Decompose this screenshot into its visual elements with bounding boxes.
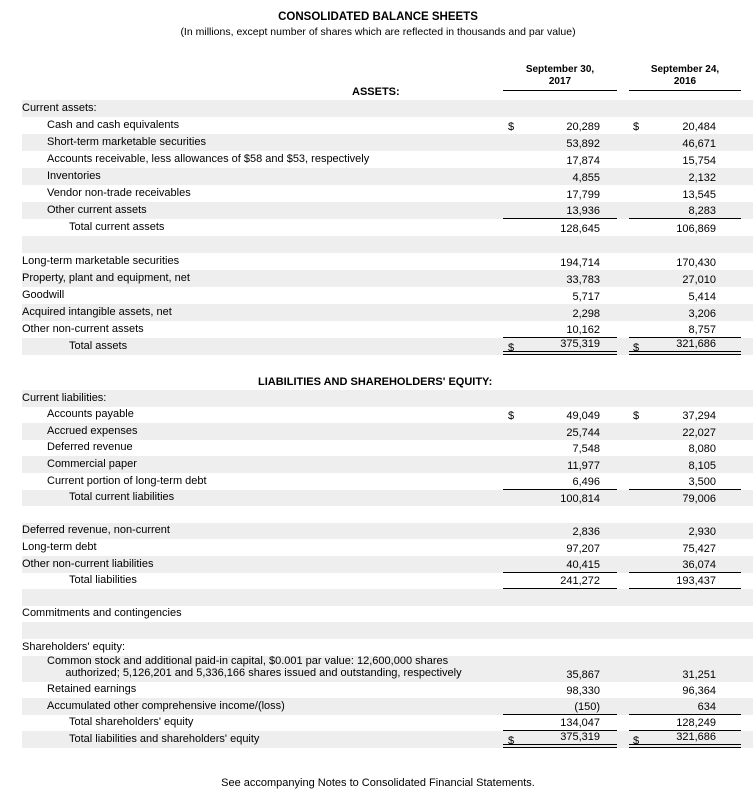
value-2016: 46,671 bbox=[682, 138, 716, 150]
value-2017: 53,892 bbox=[566, 138, 600, 150]
row-label: Other current assets bbox=[47, 204, 147, 216]
table-row bbox=[22, 219, 753, 236]
assets-heading: ASSETS: bbox=[352, 86, 400, 98]
value-2017: 40,415 bbox=[503, 558, 617, 573]
table-row bbox=[22, 490, 753, 507]
table-row bbox=[22, 622, 753, 639]
value-2017: 17,874 bbox=[566, 155, 600, 167]
value-2017: 4,855 bbox=[572, 172, 600, 184]
value-2016: 75,427 bbox=[682, 542, 716, 555]
row-label: Cash and cash equivalents bbox=[47, 119, 180, 131]
table-row bbox=[22, 440, 753, 457]
column-header-2017: September 30, 2017 bbox=[503, 64, 617, 91]
value-2016: 3,500 bbox=[629, 475, 741, 490]
table-row bbox=[22, 573, 753, 590]
table-row bbox=[22, 100, 753, 117]
table-row bbox=[22, 117, 753, 134]
value-2016: 31,251 bbox=[682, 668, 716, 681]
value-2017: 13,936 bbox=[503, 204, 617, 219]
value-2016: 5,414 bbox=[688, 291, 716, 303]
value-2017: 375,319 bbox=[503, 730, 617, 748]
liabilities-section bbox=[22, 390, 753, 748]
currency-symbol: $ bbox=[508, 734, 515, 747]
table-row bbox=[22, 589, 753, 606]
value-2016: 37,294 bbox=[682, 410, 716, 423]
liabilities-heading: LIABILITIES AND SHAREHOLDERS' EQUITY: bbox=[258, 376, 493, 388]
row-label: Total liabilities bbox=[69, 574, 137, 587]
value-2017: 7,548 bbox=[572, 443, 600, 456]
value-2016: 8,283 bbox=[629, 204, 741, 219]
value-2017: 35,867 bbox=[566, 668, 600, 681]
row-label: Acquired intangible assets, net bbox=[22, 306, 172, 318]
value-2016: 128,249 bbox=[629, 716, 741, 731]
value-2016: 2,930 bbox=[688, 526, 716, 539]
value-2016: 321,686 bbox=[629, 730, 741, 748]
row-label: Vendor non-trade receivables bbox=[47, 187, 191, 199]
table-row bbox=[22, 304, 753, 321]
table-row bbox=[22, 715, 753, 732]
value-2016: 22,027 bbox=[682, 426, 716, 439]
row-label: Total assets bbox=[69, 340, 128, 352]
table-row bbox=[22, 134, 753, 151]
value-2017: 5,717 bbox=[572, 291, 600, 303]
value-2017: 134,047 bbox=[503, 716, 617, 731]
currency-symbol: $ bbox=[633, 121, 640, 133]
row-label: Long-term debt bbox=[22, 540, 97, 553]
table-row bbox=[22, 390, 753, 407]
value-2016: 170,430 bbox=[676, 257, 716, 269]
currency-symbol: $ bbox=[633, 734, 640, 747]
value-2016: 634 bbox=[629, 700, 741, 715]
table-row bbox=[22, 606, 753, 623]
table-row bbox=[22, 423, 753, 440]
row-label: Other non-current liabilities bbox=[22, 557, 154, 570]
row-label: Total current assets bbox=[69, 221, 165, 233]
row-label: Other non-current assets bbox=[22, 323, 144, 335]
table-row bbox=[22, 253, 753, 270]
row-label: Deferred revenue bbox=[47, 441, 133, 454]
value-2017: 49,049 bbox=[566, 410, 600, 423]
assets-section bbox=[22, 100, 753, 355]
row-label: Current assets: bbox=[22, 102, 97, 114]
table-row bbox=[22, 185, 753, 202]
row-label: Accrued expenses bbox=[47, 424, 138, 437]
row-label: Total current liabilities bbox=[69, 491, 175, 504]
value-2016: 193,437 bbox=[629, 574, 741, 589]
row-label: Commercial paper bbox=[47, 457, 137, 470]
value-2016: 8,105 bbox=[688, 459, 716, 472]
value-2017: 128,645 bbox=[560, 223, 600, 235]
row-label: Accumulated other comprehensive income/(loss) bbox=[47, 699, 285, 712]
value-2017: 100,814 bbox=[560, 493, 600, 506]
row-label: Retained earnings bbox=[47, 683, 137, 696]
table-row bbox=[22, 639, 753, 656]
value-2016: 106,869 bbox=[676, 223, 716, 235]
value-2017: (150) bbox=[503, 700, 617, 715]
value-2017: 194,714 bbox=[560, 257, 600, 269]
value-2017: 241,272 bbox=[503, 574, 617, 589]
value-2017: 98,330 bbox=[566, 685, 600, 698]
row-label: Goodwill bbox=[22, 289, 65, 301]
value-2017: 33,783 bbox=[566, 274, 600, 286]
row-label: Commitments and contingencies bbox=[22, 607, 182, 620]
value-2017: 2,298 bbox=[572, 308, 600, 320]
table-row bbox=[22, 321, 753, 338]
value-2017: 375,319 bbox=[503, 337, 617, 355]
row-label: Short-term marketable securities bbox=[47, 136, 206, 148]
table-row bbox=[22, 338, 753, 355]
table-row bbox=[22, 236, 753, 253]
value-2016: 2,132 bbox=[688, 172, 716, 184]
value-2017: 11,977 bbox=[567, 459, 600, 472]
document-subtitle: (In millions, except number of shares which are reflected in thousands and par value) bbox=[180, 26, 576, 38]
value-2016: 36,074 bbox=[629, 558, 741, 573]
table-row bbox=[22, 270, 753, 287]
footer-note: See accompanying Notes to Consolidated Financial Statements. bbox=[221, 777, 535, 789]
table-row bbox=[22, 556, 753, 573]
value-2017: 2,836 bbox=[572, 526, 600, 539]
table-row bbox=[22, 682, 753, 699]
table-row bbox=[22, 407, 753, 424]
table-row bbox=[22, 698, 753, 715]
value-2016: 8,080 bbox=[688, 443, 716, 456]
row-label: Current portion of long-term debt bbox=[47, 474, 207, 487]
value-2016: 20,484 bbox=[682, 121, 716, 133]
row-label: Total liabilities and shareholders' equity bbox=[69, 732, 260, 745]
row-label: Property, plant and equipment, net bbox=[22, 272, 190, 284]
value-2017: 25,744 bbox=[566, 426, 600, 439]
column-header-2016: September 24, 2016 bbox=[629, 64, 741, 91]
row-label: Total shareholders' equity bbox=[69, 716, 194, 729]
row-label: Accounts receivable, less allowances of $58 and $53, respectively bbox=[47, 153, 370, 165]
table-row bbox=[22, 656, 753, 682]
row-label: Accounts payable bbox=[47, 408, 134, 421]
table-row bbox=[22, 202, 753, 219]
value-2016: 321,686 bbox=[629, 337, 741, 355]
value-2016: 8,757 bbox=[629, 323, 741, 338]
row-label: Common stock and additional paid-in capital, $0.001 par value: 12,600,000 shares authorized; 5,126,201 and 5,336,166 shares issued and outstanding, respectively bbox=[47, 654, 462, 679]
table-row bbox=[22, 523, 753, 540]
value-2016: 27,010 bbox=[682, 274, 716, 286]
currency-symbol: $ bbox=[633, 410, 640, 423]
value-2016: 13,545 bbox=[682, 189, 716, 201]
row-label: Inventories bbox=[47, 170, 101, 182]
currency-symbol: $ bbox=[633, 342, 640, 354]
table-row bbox=[22, 731, 753, 748]
value-2017: 20,289 bbox=[566, 121, 600, 133]
row-label: Current liabilities: bbox=[22, 391, 107, 404]
table-row bbox=[22, 539, 753, 556]
value-2016: 96,364 bbox=[682, 685, 716, 698]
currency-symbol: $ bbox=[508, 121, 515, 133]
table-row bbox=[22, 151, 753, 168]
value-2017: 6,496 bbox=[503, 475, 617, 490]
value-2016: 15,754 bbox=[682, 155, 716, 167]
row-label: Shareholders' equity: bbox=[22, 640, 125, 653]
table-row bbox=[22, 506, 753, 523]
currency-symbol: $ bbox=[508, 342, 515, 354]
row-label: Long-term marketable securities bbox=[22, 255, 180, 267]
value-2017: 10,162 bbox=[503, 323, 617, 338]
value-2016: 3,206 bbox=[688, 308, 716, 320]
table-row bbox=[22, 168, 753, 185]
table-row bbox=[22, 456, 753, 473]
document-title: CONSOLIDATED BALANCE SHEETS bbox=[278, 11, 478, 23]
value-2017: 17,799 bbox=[566, 189, 600, 201]
value-2016: 79,006 bbox=[682, 493, 716, 506]
currency-symbol: $ bbox=[508, 410, 515, 423]
row-label: Deferred revenue, non-current bbox=[22, 524, 170, 537]
table-row bbox=[22, 473, 753, 490]
table-row bbox=[22, 287, 753, 304]
value-2017: 97,207 bbox=[566, 542, 600, 555]
